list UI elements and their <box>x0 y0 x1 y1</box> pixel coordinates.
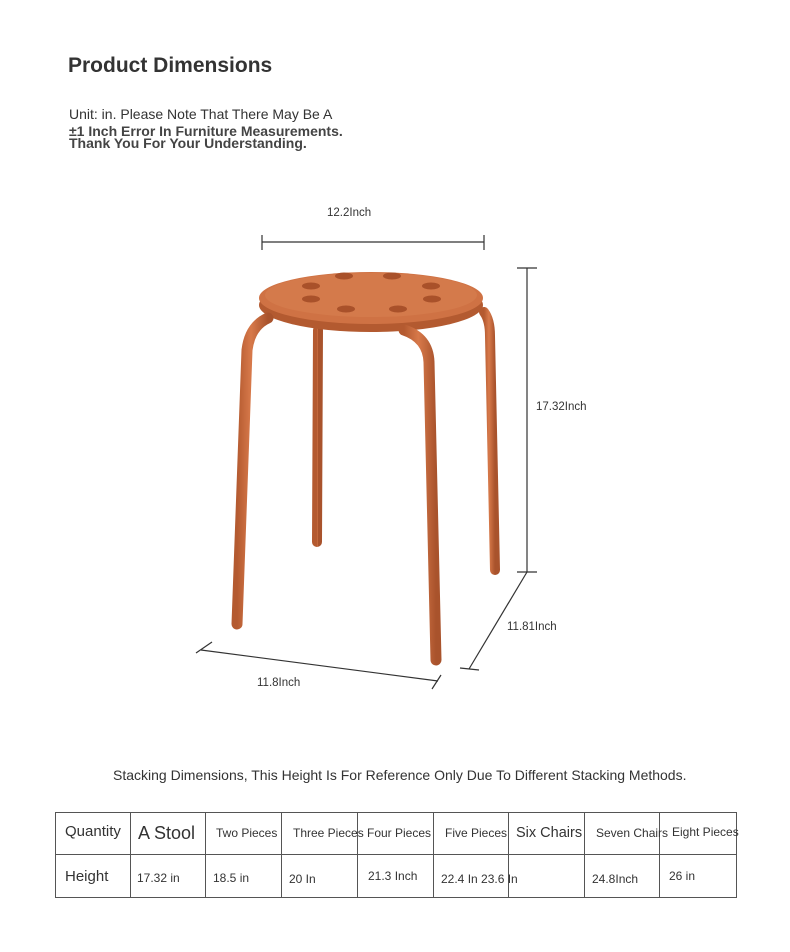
height-cell: 24.8Inch <box>592 872 639 886</box>
dimension-line-width <box>262 235 484 250</box>
quantity-cell: Three Pieces <box>293 826 364 840</box>
height-cell: 18.5 in <box>213 871 250 885</box>
height-cell: 21.3 Inch <box>368 869 418 883</box>
height-cell: 22.4 In 23.6 In <box>441 872 518 886</box>
quantity-cell: Six Chairs <box>516 825 583 841</box>
height-cell: 17.32 in <box>137 871 180 885</box>
stacking-table <box>55 812 737 898</box>
quantity-cell: Seven Chairs <box>596 826 669 840</box>
dimension-label-height: 17.32Inch <box>536 401 587 413</box>
row-label-quantity: Quantity <box>65 823 121 840</box>
unit-note-line-3: Thank You For Your Understanding. <box>69 135 307 151</box>
quantity-cell: Eight Pieces <box>672 825 739 839</box>
stool-front-legs <box>237 318 436 660</box>
dimension-label-front-width: 11.8Inch <box>257 677 301 689</box>
dimension-line-front <box>196 642 441 689</box>
quantity-cell: Four Pieces <box>367 826 432 840</box>
stacking-note: Stacking Dimensions, This Height Is For Reference Only Due To Different Stacking Methods. <box>113 767 687 783</box>
dimension-label-depth: 11.81Inch <box>507 621 557 633</box>
unit-note-line-2: ±1 Inch Error In Furniture Measurements. <box>69 123 343 139</box>
page-title: Product Dimensions <box>68 54 273 77</box>
stool-back-legs <box>317 312 495 570</box>
height-cell: 20 In <box>289 872 316 886</box>
unit-note-line-1: Unit: in. Please Note That There May Be A <box>69 106 333 122</box>
row-label-height: Height <box>65 868 109 885</box>
quantity-cell: Five Pieces <box>445 826 508 840</box>
quantity-cell: A Stool <box>138 823 196 843</box>
dimension-label-seat-width: 12.2Inch <box>327 207 372 219</box>
quantity-cell: Two Pieces <box>216 826 278 840</box>
height-cell: 26 in <box>669 869 696 883</box>
dimension-line-height <box>517 268 537 572</box>
stool-seat <box>259 272 483 332</box>
